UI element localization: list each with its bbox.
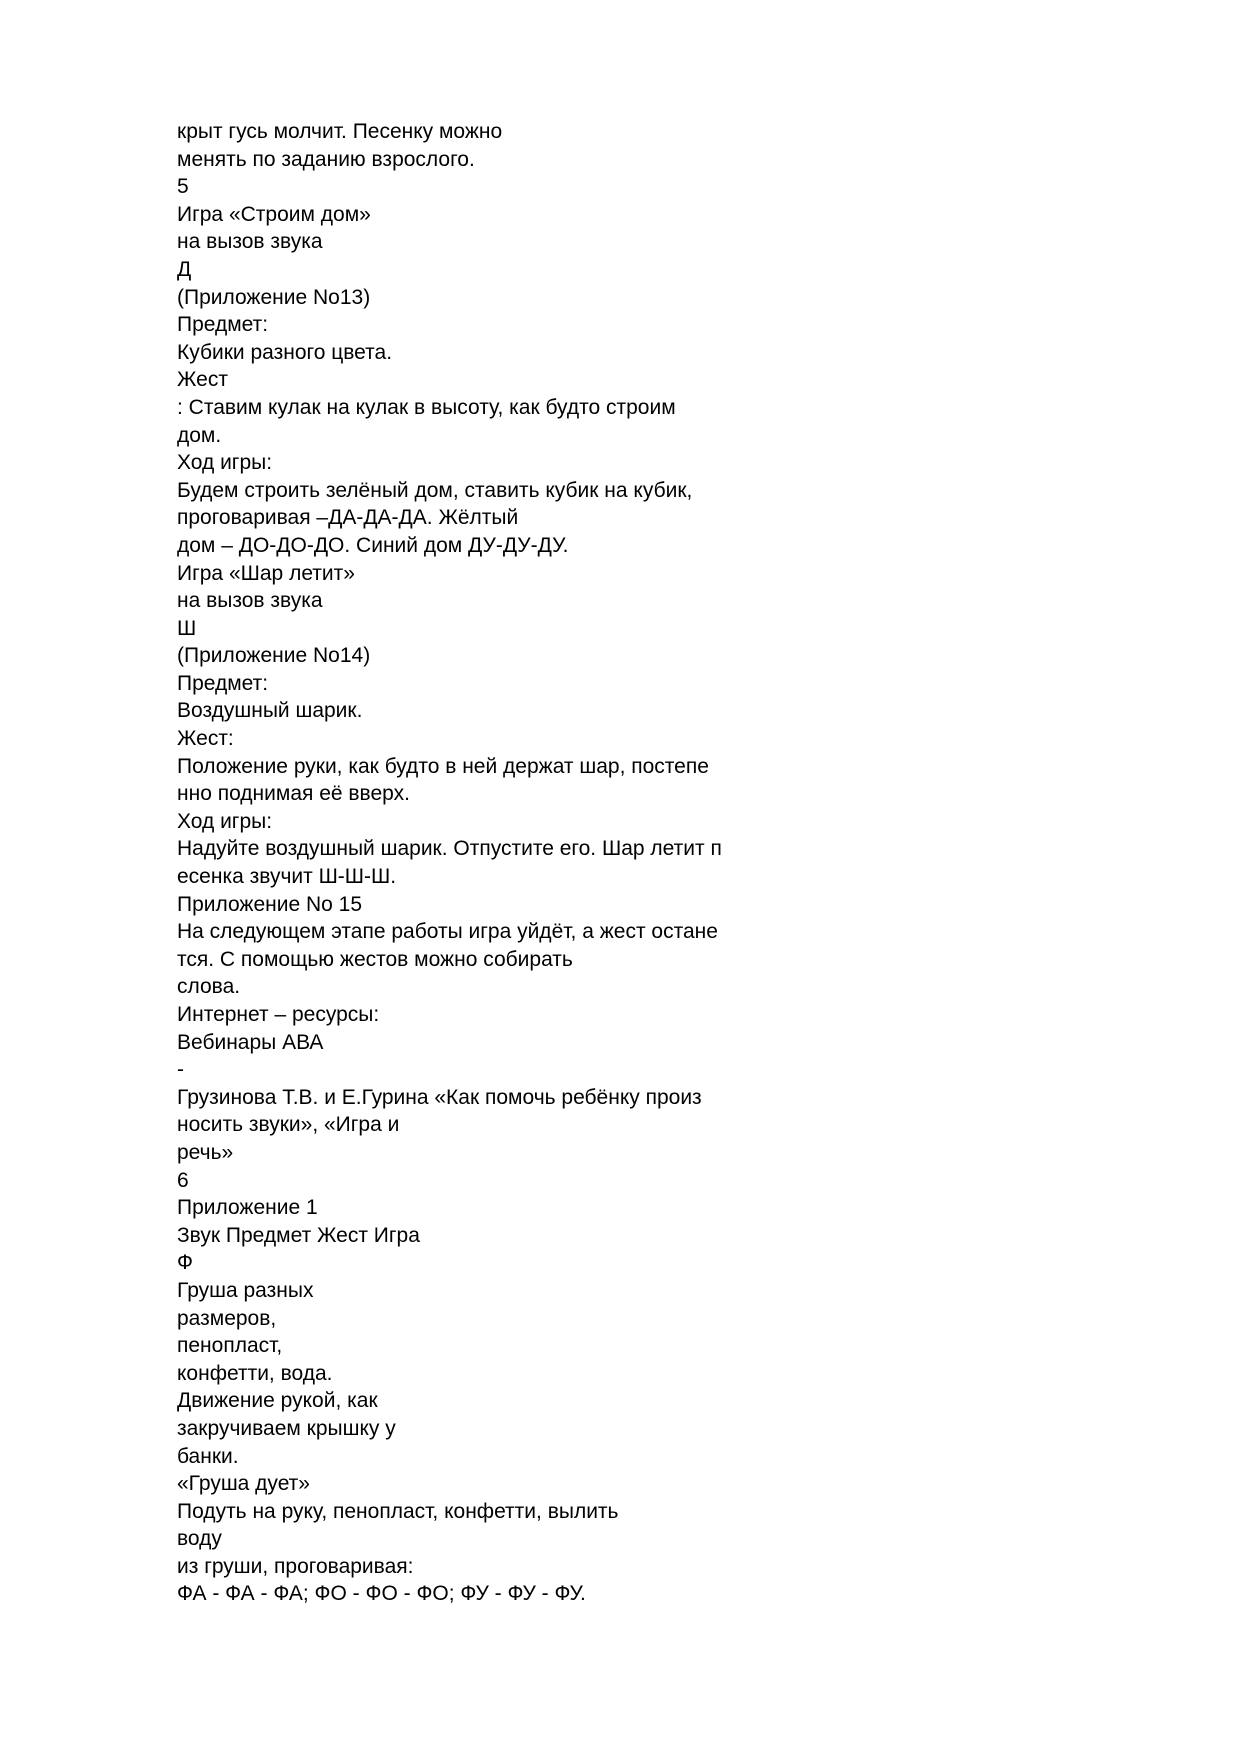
appendix-ref: (Приложение No14) <box>177 644 371 668</box>
section-label: Ход игры: <box>177 451 273 475</box>
game-title: Игра «Шар летит» <box>177 561 355 585</box>
text-line: на вызов звука <box>177 589 323 613</box>
page-number: 6 <box>177 1168 189 1192</box>
text-line: закручиваем крышку у <box>177 1416 396 1440</box>
sound-letter: Ф <box>177 1251 193 1275</box>
text-line: На следующем этапе работы игра уйдёт, а жест остане <box>177 920 718 944</box>
text-line: менять по заданию взрослого. <box>177 147 475 171</box>
text-line: речь» <box>177 1140 234 1164</box>
text-line: Надуйте воздушный шарик. Отпустите его. Шар летит п <box>177 837 722 861</box>
section-label: Жест: <box>177 727 234 751</box>
text-line: - <box>177 1058 184 1082</box>
text-line: : Ставим кулак на кулак в высоту, как будто строим <box>177 395 676 419</box>
text-line: Будем строить зелёный дом, ставить кубик на кубик, <box>177 478 693 502</box>
section-label: Предмет: <box>177 313 269 337</box>
text-line: Груша разных <box>177 1278 314 1302</box>
text-line: дом – ДО-ДО-ДО. Синий дом ДУ-ДУ-ДУ. <box>177 533 569 557</box>
text-line: ФА - ФА - ФА; ФО - ФО - ФО; ФУ - ФУ - ФУ. <box>177 1582 586 1606</box>
page-text <box>177 118 1077 1608</box>
text-line: Положение руки, как будто в ней держат шар, постепе <box>177 754 709 778</box>
text-line: крыт гусь молчит. Песенку можно <box>177 120 503 143</box>
table-header: Звук Предмет Жест Игра <box>177 1223 420 1247</box>
game-title: Игра «Строим дом» <box>177 202 371 226</box>
text-line: дом. <box>177 423 222 447</box>
sound-letter: Д <box>177 257 192 281</box>
appendix-ref: Приложение No 15 <box>177 892 363 916</box>
appendix-title: Приложение 1 <box>177 1196 318 1220</box>
section-label: Интернет – ресурсы: <box>177 1003 380 1026</box>
sound-letter: Ш <box>177 616 197 640</box>
text-line: носить звуки», «Игра и <box>177 1113 400 1137</box>
text-line: Подуть на руку, пенопласт, конфетти, вылить <box>177 1499 619 1523</box>
section-label: Предмет: <box>177 671 269 695</box>
text-line: Кубики разного цвета. <box>177 340 393 364</box>
text-line: Движение рукой, как <box>177 1389 378 1413</box>
text-line: конфетти, вода. <box>177 1361 333 1385</box>
appendix-ref: (Приложение No13) <box>177 285 371 309</box>
text-line: банки. <box>177 1444 239 1468</box>
text-line: пенопласт, <box>177 1334 283 1358</box>
text-line: Воздушный шарик. <box>177 699 363 723</box>
text-line: тся. С помощью жестов можно собирать <box>177 947 573 971</box>
text-line: на вызов звука <box>177 230 323 254</box>
text-line: Вебинары АВА <box>177 1030 324 1054</box>
section-label: Жест <box>177 368 228 392</box>
text-line: нно поднимая её вверх. <box>177 782 410 806</box>
section-label: Ход игры: <box>177 809 273 833</box>
text-line: есенка звучит Ш-Ш-Ш. <box>177 865 397 889</box>
text-line: проговаривая –ДА-ДА-ДА. Жёлтый <box>177 506 519 530</box>
page-number: 5 <box>177 175 189 199</box>
text-line: размеров, <box>177 1306 277 1330</box>
text-line: из груши, проговаривая: <box>177 1554 414 1578</box>
text-line: Грузинова Т.В. и Е.Гурина «Как помочь ребёнку произ <box>177 1085 702 1109</box>
game-title: «Груша дует» <box>177 1472 310 1496</box>
text-line: воду <box>177 1527 222 1551</box>
text-line: слова. <box>177 975 241 999</box>
